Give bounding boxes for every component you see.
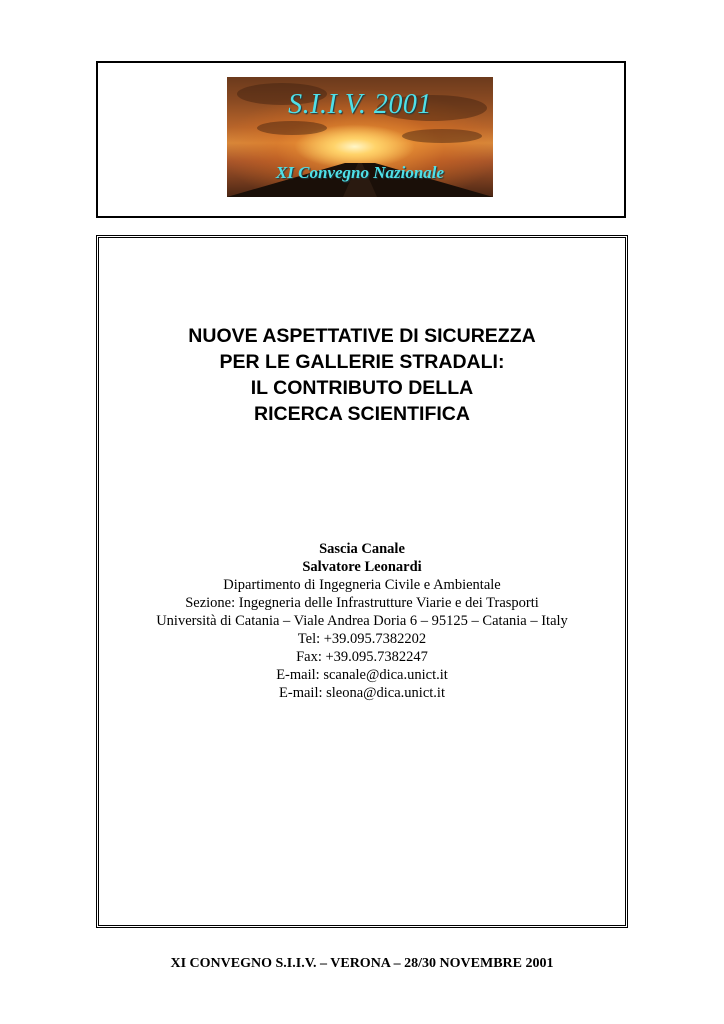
author-name: Sascia Canale bbox=[319, 541, 405, 557]
author-block bbox=[99, 540, 625, 702]
affiliation-line: Sezione: Ingegneria delle Infrastrutture Viarie e dei Trasporti bbox=[185, 595, 539, 611]
cloud-shape bbox=[402, 129, 482, 143]
contact-fax: Fax: +39.095.7382247 bbox=[296, 649, 428, 665]
banner-subtitle: XI Convegno Nazionale bbox=[275, 163, 445, 182]
title-line: IL CONTRIBUTO DELLA bbox=[250, 377, 474, 399]
affiliation-line: Università di Catania – Viale Andrea Doria 6 – 95125 – Catania – Italy bbox=[156, 613, 568, 629]
page-footer: XI CONVEGNO S.I.I.V. – VERONA – 28/30 NOVEMBRE 2001 bbox=[170, 956, 554, 971]
contact-email: E-mail: sleona@dica.unict.it bbox=[279, 685, 445, 701]
title-page-box bbox=[96, 235, 628, 928]
paper-title bbox=[99, 323, 625, 427]
contact-email: E-mail: scanale@dica.unict.it bbox=[276, 667, 448, 683]
banner-title: S.I.I.V. 2001 bbox=[288, 89, 432, 120]
header-box bbox=[96, 61, 626, 218]
cloud-shape bbox=[257, 121, 327, 135]
title-line: RICERCA SCIENTIFICA bbox=[254, 403, 470, 425]
title-line: NUOVE ASPETTATIVE DI SICUREZZA bbox=[188, 325, 536, 347]
affiliation-line: Dipartimento di Ingegneria Civile e Ambientale bbox=[223, 577, 501, 593]
contact-phone: Tel: +39.095.7382202 bbox=[297, 631, 427, 647]
title-line: PER LE GALLERIE STRADALI: bbox=[219, 351, 505, 373]
conference-banner-image bbox=[227, 77, 493, 197]
author-name: Salvatore Leonardi bbox=[302, 559, 422, 575]
